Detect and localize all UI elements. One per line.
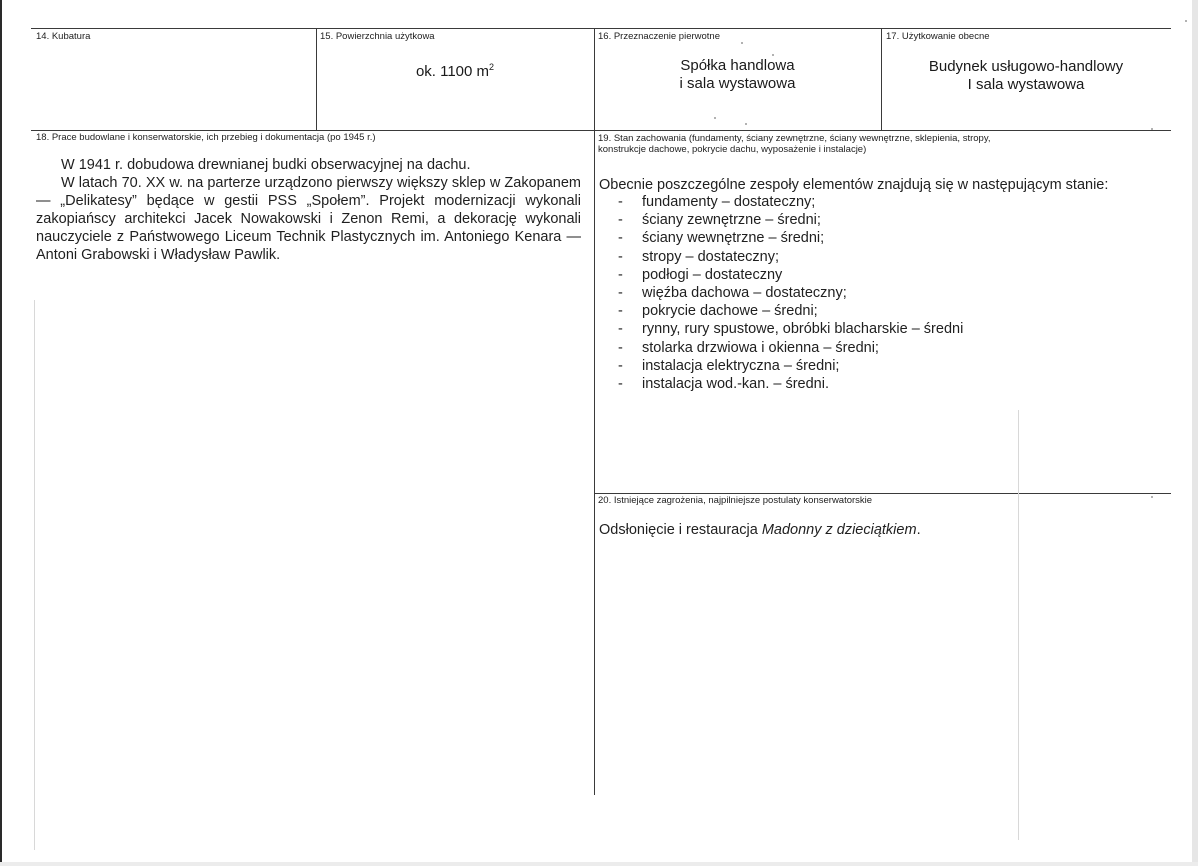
field-20-top-border [594, 493, 1171, 494]
scan-edge-right [1192, 0, 1198, 866]
condition-item [618, 339, 963, 357]
scan-artifact-line [34, 300, 35, 850]
field-17-line-1: Budynek usługowo-handlowy [928, 58, 1124, 75]
field-15-label: 15. Powierzchnia użytkowa [320, 31, 435, 42]
field-14-label: 14. Kubatura [36, 31, 91, 42]
condition-item [618, 320, 963, 338]
condition-item [618, 357, 963, 375]
bullet-dash: - [618, 303, 623, 320]
top-row-bottom-border [31, 130, 1171, 131]
field-20-content [599, 521, 1169, 539]
scan-edge-bottom [0, 862, 1198, 866]
field-20-text: Odsłonięcie i restauracja [599, 522, 762, 538]
condition-item-text: fundamenty – dostateczny; [642, 194, 816, 210]
condition-item [618, 375, 963, 393]
condition-item [618, 193, 963, 211]
scan-noise-dot [745, 123, 747, 125]
field-15-value [316, 58, 594, 81]
field-15-unit-exponent: 2 [489, 62, 495, 72]
bullet-dash: - [618, 357, 623, 374]
condition-item [618, 211, 963, 229]
scan-noise-dot [1185, 20, 1187, 22]
field-17-label: 17. Użytkowanie obecne [886, 31, 990, 42]
bullet-dash: - [618, 230, 623, 247]
field-20-text-end: . [916, 522, 921, 538]
condition-item [618, 266, 963, 284]
condition-list [618, 193, 963, 393]
field-20-label: 20. Istniejące zagrożenia, najpilniejsze postulaty konserwatorskie [598, 495, 873, 506]
bullet-dash: - [618, 376, 623, 393]
field-19-label-line-2: konstrukcje dachowe, pokrycie dachu, wyposażenie i instalacje) [598, 144, 867, 155]
bullet-dash: - [618, 321, 623, 338]
condition-item [618, 284, 963, 302]
condition-item-text: ściany wewnętrzne – średni; [642, 230, 825, 247]
scan-noise-dot [1151, 128, 1153, 130]
bullet-dash: - [618, 248, 623, 265]
field-15-area: ok. 1100 m [415, 63, 490, 80]
condition-item-text: pokrycie dachowe – średni; [642, 303, 818, 320]
field-19-intro: Obecnie poszczególne zespoły elementów znajdują się w następującym stanie: [599, 177, 1109, 193]
condition-item-text: rynny, rury spustowe, obróbki blacharskie – średni [642, 321, 964, 338]
top-row-top-border [31, 28, 1171, 29]
field-18-paragraph-1: W 1941 r. dobudowa drewnianej budki obserwacyjnej na dachu. [61, 157, 471, 173]
bullet-dash: - [618, 339, 623, 356]
condition-item [618, 302, 963, 320]
field-16-label: 16. Przeznaczenie pierwotne [598, 31, 720, 42]
condition-item-text: instalacja wod.-kan. – średni. [642, 376, 829, 393]
condition-item-text: podłogi – dostateczny [642, 266, 783, 283]
condition-item [618, 248, 963, 266]
bullet-dash: - [618, 285, 623, 302]
field-17-value [881, 58, 1171, 94]
field-16-value [594, 57, 881, 93]
bullet-dash: - [618, 212, 623, 229]
scan-noise-dot [714, 117, 716, 119]
bullet-dash: - [618, 194, 623, 210]
field-18-label: 18. Prace budowlane i konserwatorskie, ich przebieg i dokumentacja (po 1945 r.) [36, 132, 376, 143]
field-16-line-2: i sala wystawowa [679, 75, 796, 92]
scan-noise-dot [741, 42, 743, 44]
scan-edge-left [0, 0, 2, 866]
field-18-content [36, 156, 581, 264]
condition-item-text: więźba dachowa – dostateczny; [642, 285, 847, 302]
scan-noise-dot [772, 54, 774, 56]
field-18-paragraph-2: W latach 70. XX w. na parterze urządzono pierwszy większy sklep w Zakopanem — „Delikatesy” będące w gestii PSS „Społem”. Projekt modernizacji wykonali zakopiańscy architekci Jacek Nowakowski i Zenon Remi, a dekorację wykonali nauczyciele z Państwowego Liceum Technik Plastycznych im. Antoniego Kenara — Antoni Grabowski i Władysław Pawlik. [36, 175, 581, 263]
field-19-label-line-1: 19. Stan zachowania (fundamenty, ściany zewnętrzne, ściany wewnętrzne, sklepienia, stropy, [598, 133, 991, 144]
field-16-line-1: Spółka handlowa [680, 57, 795, 74]
scan-noise-dot [1151, 496, 1153, 498]
field-20-artwork-title: Madonny z dzieciątkiem [761, 522, 917, 538]
condition-item-text: instalacja elektryczna – średni; [642, 357, 840, 374]
scan-artifact-line [1018, 410, 1019, 840]
bullet-dash: - [618, 266, 623, 283]
condition-item [618, 229, 963, 247]
condition-item-text: stolarka drzwiowa i okienna – średni; [642, 339, 879, 356]
condition-item-text: ściany zewnętrzne – średni; [642, 212, 821, 229]
field-17-line-2: I sala wystawowa [967, 76, 1085, 93]
condition-item-text: stropy – dostateczny; [642, 248, 780, 265]
divider-18-19 [594, 130, 595, 795]
